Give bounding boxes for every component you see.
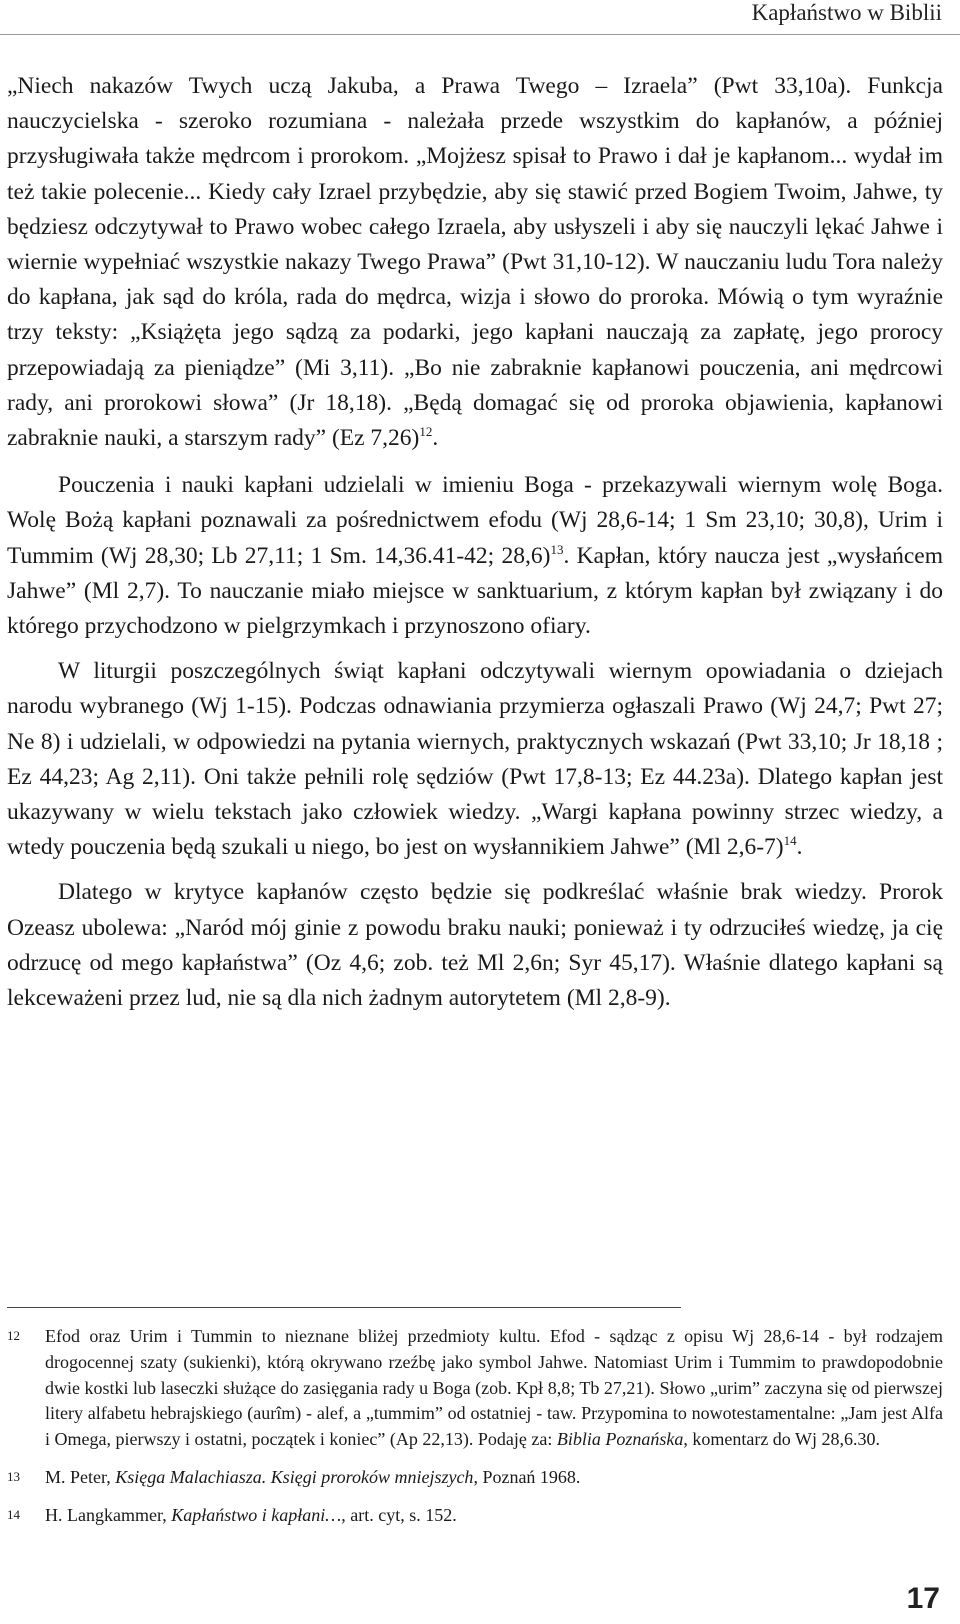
- footnote-body: Efod oraz Urim i Tummin to nieznane bliżej przedmioty kultu. Efod - sądząc z opisu Wj 28,6-14 - był rodzajem drogocennej szaty (sukienki), którą okrywano rzeźbę jako symbol Jahwe. Natomiast Urim i Tummim to prawdopodobnie dwie kostki lub laseczki służące do zasięgania rady u Boga (zob. Kpł 8,8; Tb 27,21). Słowo „urim” zaczyna się od pierwszej litery alfabetu hebrajskiego (aurîm) - alef, a „tummim” od ostatniej - taw. Przypomina to nowotestamentalne: „Jam jest Alfa i Omega, pierwszy i ostatni, początek i koniec” (Ap 22,13). Podaję za:: [45, 1326, 943, 1450]
- paragraph-text: Dlatego w krytyce kapłanów często będzie się podkreślać właśnie brak wiedzy. Prorok Ozeasz ubolewa: „Naród mój ginie z powodu braku nauki; ponieważ i ty odrzuciłeś wiedzę, ja cię odrzucę od mego kapłaństwa” (Oz 4,6; zob. też Ml 2,6n; Syr 45,17). Właśnie dlatego kapłani są lekceważeni przez lud, nie są dla nich żadnym autorytetem (Ml 2,8-9).: [7, 879, 943, 1012]
- paragraph-text: „Niech nakazów Twych uczą Jakuba, a Prawa Twego – Izraela” (Pwt 33,10a). Funkcja nauczycielska - szeroko rozumiana - należała przede wszystkim do kapłanów, a później przysługiwała także mędrcom i prorokom. „Mojżesz spisał to Prawo i dał je kapłanom... wydał im też takie polecenie... Kiedy cały Izrael przybędzie, aby się stawić przed Bogiem Twoim, Jahwe, ty będziesz odczytywał to Prawo wobec całego Izraela, aby usłyszeli i aby się nauczyli lękać Jahwe i wiernie wypełniać wszystkie nakazy Twego Prawa” (Pwt 31,10-12). W nauczaniu ludu Tora należy do kapłana, jak sąd do króla, rada do mędrca, wizja i słowo do proroka. Mówią o tym wyraźnie trzy teksty: „Książęta jego sądzą za podarki, jego kapłani nauczają za zapłatę, jego prorocy przepowiadają za pieniądze” (Mi 3,11). „Bo nie zabraknie kapłanowi pouczenia, ani mędrcowi rady, ani prorokowi słowa” (Jr 18,18). „Będą domagać się od proroka objawienia, kapłanowi zabraknie nauki, a starszym rady” (Ez 7,26): [7, 73, 943, 452]
- footnote-13: [7, 1465, 943, 1491]
- footnotes: [7, 1324, 943, 1541]
- page-number: 17: [906, 1582, 940, 1615]
- footnote-text: [45, 1324, 943, 1453]
- footnote-ref[interactable]: 14: [783, 833, 797, 849]
- footnote-ref[interactable]: 12: [419, 424, 433, 440]
- footnote-ref[interactable]: 13: [550, 541, 564, 557]
- paragraph-text: Pouczenia i nauki kapłani udzielali w imieniu Boga - przekazywali wiernym wolę Boga. Wolę Bożą kapłani poznawali za pośrednictwem efodu (Wj 28,6-14; 1 Sm 23,10; 30,8), Urim i Tummim (Wj 28,30; Lb 27,11; 1 Sm. 14,36.41-42; 28,6): [7, 472, 943, 569]
- footnote-title: Biblia Poznańska: [556, 1429, 684, 1450]
- footnote-number: 12: [7, 1328, 20, 1343]
- paragraph-text: . Kapłan, który naucza jest „wysłańcem Jahwe” (Ml 2,7). To nauczanie miało miejsce w sanktuarium, z którym kapłan był związany i do którego przychodzono w pielgrzymkach i przynoszono ofiary.: [7, 542, 944, 640]
- paragraph: [7, 69, 943, 456]
- paragraph-text: .: [796, 834, 803, 861]
- footnote-text: [45, 1465, 943, 1491]
- paragraph-text: .: [432, 425, 439, 452]
- footnote-body: M. Peter,: [45, 1466, 116, 1487]
- footnote-body: H. Langkammer,: [45, 1504, 172, 1525]
- footnote-body: , komentarz do Wj 28,6.30.: [683, 1429, 880, 1450]
- footnote-text: [45, 1503, 943, 1529]
- running-header: Kapłaństwo w Biblii: [751, 0, 942, 25]
- body-text: [7, 69, 943, 1026]
- footnote-title: Kapłaństwo i kapłani…: [171, 1504, 342, 1525]
- paragraph: [7, 654, 943, 865]
- footnote-number: 14: [7, 1506, 20, 1522]
- footnote-12: [7, 1324, 943, 1453]
- footnote-body: , Poznań 1968.: [473, 1466, 581, 1487]
- footnote-body: , art. cyt, s. 152.: [341, 1504, 457, 1525]
- paragraph: [7, 468, 943, 644]
- header-rule: [0, 34, 960, 35]
- footnote-14: [7, 1503, 943, 1529]
- footnote-number: 13: [7, 1468, 20, 1484]
- footnote-separator: [7, 1307, 681, 1308]
- paragraph-text: W liturgii poszczególnych świąt kapłani odczytywali wiernym opowiadania o dziejach narodu wybranego (Wj 1-15). Podczas odnawiania przymierza ogłaszali Prawo (Wj 24,7; Pwt 27; Ne 8) i udzielali, w odpowiedzi na pytania wiernych, praktycznych wskazań (Pwt 33,10; Jr 18,18 ; Ez 44,23; Ag 2,11). Oni także pełnili rolę sędziów (Pwt 17,8-13; Ez 44.23a). Dlatego kapłan jest ukazywany w wielu tekstach jako człowiek wiedzy. „Wargi kapłana powinny strzec wiedzy, a wtedy pouczenia będą szukali u niego, bo jest on wysłannikiem Jahwe” (Ml 2,6-7): [7, 658, 943, 861]
- paragraph: [7, 875, 943, 1016]
- footnote-title: Księga Malachiasza. Księgi proroków mniejszych: [115, 1466, 474, 1487]
